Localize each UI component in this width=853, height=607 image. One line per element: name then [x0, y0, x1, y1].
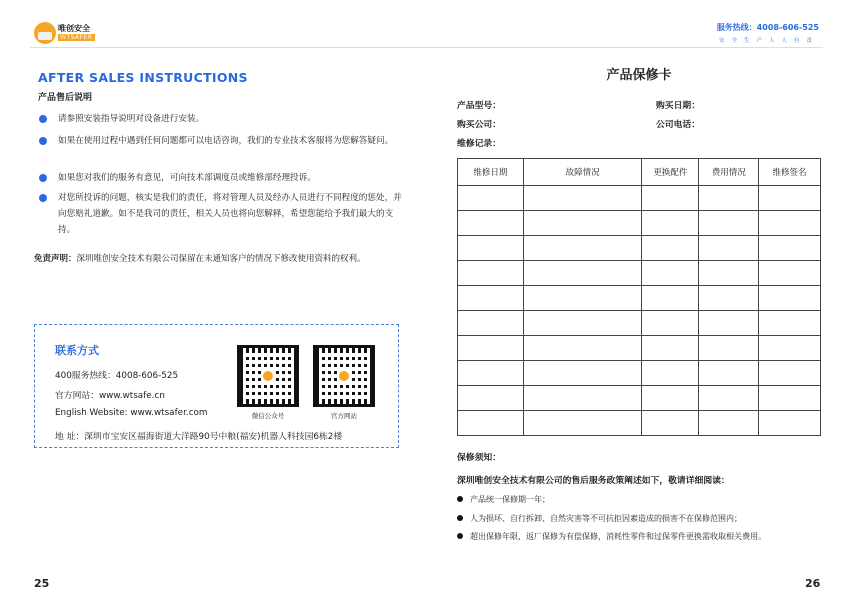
table-header: 维修签名: [759, 159, 821, 186]
table-cell[interactable]: [699, 211, 759, 236]
table-header: 更换配件: [642, 159, 699, 186]
list-item: [457, 513, 742, 524]
page-subtitle: 产品售后说明: [38, 93, 93, 103]
table-cell[interactable]: [699, 361, 759, 386]
contact-title: 联系方式: [55, 344, 99, 357]
table-cell[interactable]: [699, 411, 759, 436]
list-item-text: 如果您对我们的服务有意见，可向技术部调度员或维修部经理投诉。: [58, 173, 316, 183]
logo-text-cn: 唯创安全: [58, 24, 90, 33]
bullet-icon: [39, 174, 47, 182]
table-cell[interactable]: [699, 261, 759, 286]
contact-address: 地 址：深圳市宝安区福海街道大洋路90号中粮(福安)机器人科技园6栋2楼: [55, 432, 343, 442]
table-cell[interactable]: [642, 186, 699, 211]
table-cell[interactable]: [523, 186, 642, 211]
table-cell[interactable]: [759, 261, 821, 286]
notice-title: 保修须知：: [457, 453, 501, 463]
field-purchase-company: 购买公司：: [457, 120, 501, 130]
table-cell[interactable]: [759, 361, 821, 386]
page-title: AFTER SALES INSTRUCTIONS: [38, 70, 248, 85]
table-row: [458, 336, 821, 361]
table-cell[interactable]: [699, 186, 759, 211]
table-cell[interactable]: [523, 261, 642, 286]
table-cell[interactable]: [458, 311, 524, 336]
slogan-text: 安全生产人人有责: [718, 38, 819, 44]
wechat-qr-code: [237, 345, 299, 407]
wechat-qr-caption: 微信公众号: [251, 412, 285, 420]
list-item: [38, 111, 406, 127]
table-cell[interactable]: [458, 211, 524, 236]
table-header: 费用情况: [699, 159, 759, 186]
table-row: [458, 386, 821, 411]
table-cell[interactable]: [523, 211, 642, 236]
table-cell[interactable]: [523, 311, 642, 336]
table-cell[interactable]: [759, 286, 821, 311]
table-cell[interactable]: [642, 286, 699, 311]
table-cell[interactable]: [759, 311, 821, 336]
table-cell[interactable]: [458, 336, 524, 361]
table-cell[interactable]: [642, 361, 699, 386]
table-header: 维修日期: [458, 159, 524, 186]
page-number-left: 25: [34, 577, 50, 590]
bullet-icon: [457, 515, 463, 521]
logo-text-en: WTSAFER: [60, 34, 93, 41]
contact-website-en[interactable]: English Website: www.wtsafer.com: [55, 408, 208, 418]
notice-intro: 深圳唯创安全技术有限公司的售后服务政策阐述如下，敬请详细阅读：: [457, 476, 730, 486]
table-row: [458, 261, 821, 286]
table-cell[interactable]: [759, 386, 821, 411]
warranty-card-title: 产品保修卡: [606, 68, 672, 83]
field-model: 产品型号：: [457, 101, 501, 111]
header-hotline: [717, 22, 819, 44]
list-item-text: 产品统一保修期一年；: [470, 495, 550, 504]
table-cell[interactable]: [642, 411, 699, 436]
list-item: [38, 190, 406, 238]
list-item: [38, 133, 406, 149]
page-number-right: 26: [805, 577, 821, 590]
disclaimer-text: 深圳唯创安全技术有限公司保留在未通知客户的情况下修改使用资料的权利。: [76, 254, 366, 264]
table-cell[interactable]: [699, 311, 759, 336]
table-cell[interactable]: [458, 236, 524, 261]
contact-box: [34, 324, 399, 448]
disclaimer-label: 免责声明：: [34, 254, 77, 264]
table-row: [458, 186, 821, 211]
table-cell[interactable]: [523, 336, 642, 361]
list-item-text: 人为损坏、自行拆卸、自然灾害等不可抗拒因素造成的损害不在保修范围内；: [470, 514, 742, 523]
table-cell[interactable]: [759, 186, 821, 211]
qr-logo-icon: [337, 369, 351, 383]
qr-logo-icon: [261, 369, 275, 383]
field-company-phone: 公司电话：: [656, 120, 700, 130]
bullet-icon: [39, 115, 47, 123]
field-repair-record: 维修记录：: [457, 139, 501, 149]
table-cell[interactable]: [642, 261, 699, 286]
table-cell[interactable]: [458, 261, 524, 286]
table-row: [458, 211, 821, 236]
bullet-icon: [39, 137, 47, 145]
bullet-icon: [457, 533, 463, 539]
repair-record-table: [457, 158, 821, 436]
list-item-text: 对您所投诉的问题，核实是我们的责任，将对管理人员及经办人员进行不同程度的惩处，并向您赔礼道歉。如不是我司的责任，相关人员也将向您解释，希望您能给予我们最大的支持。: [58, 193, 402, 235]
table-cell[interactable]: [642, 311, 699, 336]
helmet-logo-icon: [34, 22, 56, 44]
table-header-row: [458, 159, 821, 186]
table-row: [458, 286, 821, 311]
disclaimer: [34, 252, 366, 264]
company-logo: [34, 22, 94, 46]
website-qr-caption: 官方网站: [331, 412, 357, 420]
website-qr-code: [313, 345, 375, 407]
table-cell[interactable]: [699, 336, 759, 361]
table-cell[interactable]: [458, 411, 524, 436]
table-cell[interactable]: [458, 361, 524, 386]
list-item-text: 如果在使用过程中遇到任何问题都可以电话咨询，我们的专业技术客服将为您解答疑问。: [58, 136, 394, 146]
table-cell[interactable]: [642, 236, 699, 261]
table-cell[interactable]: [699, 386, 759, 411]
table-row: [458, 311, 821, 336]
table-cell[interactable]: [759, 336, 821, 361]
table-header: 故障情况: [523, 159, 642, 186]
table-row: [458, 361, 821, 386]
table-cell[interactable]: [523, 361, 642, 386]
list-item: [457, 531, 766, 542]
table-cell[interactable]: [458, 186, 524, 211]
table-cell[interactable]: [523, 286, 642, 311]
table-cell[interactable]: [699, 286, 759, 311]
header-divider: [30, 47, 823, 48]
table-cell[interactable]: [458, 386, 524, 411]
list-item: [38, 170, 406, 186]
table-row: [458, 236, 821, 261]
bullet-icon: [457, 496, 463, 502]
table-cell[interactable]: [759, 236, 821, 261]
list-item-text: 请参照安装指导说明对设备进行安装。: [58, 114, 205, 124]
field-purchase-date: 购买日期：: [656, 101, 700, 111]
list-item-text: 超出保修年限，返厂保修为有偿保修，消耗性零件和过保零件更换需收取相关费用。: [470, 532, 766, 541]
table-cell[interactable]: [642, 336, 699, 361]
table-cell[interactable]: [699, 236, 759, 261]
contact-website-cn[interactable]: 官方网站：www.wtsafe.cn: [55, 391, 165, 401]
hotline-text: 服务热线：4008-606-525: [716, 23, 819, 32]
contact-hotline: 400服务热线：4008-606-525: [55, 371, 179, 381]
table-cell[interactable]: [759, 411, 821, 436]
table-cell[interactable]: [523, 386, 642, 411]
bullet-icon: [39, 194, 47, 202]
table-cell[interactable]: [458, 286, 524, 311]
table-cell[interactable]: [642, 386, 699, 411]
table-cell[interactable]: [523, 236, 642, 261]
list-item: [457, 494, 550, 505]
table-cell[interactable]: [642, 211, 699, 236]
table-cell[interactable]: [759, 211, 821, 236]
table-cell[interactable]: [523, 411, 642, 436]
table-row: [458, 411, 821, 436]
